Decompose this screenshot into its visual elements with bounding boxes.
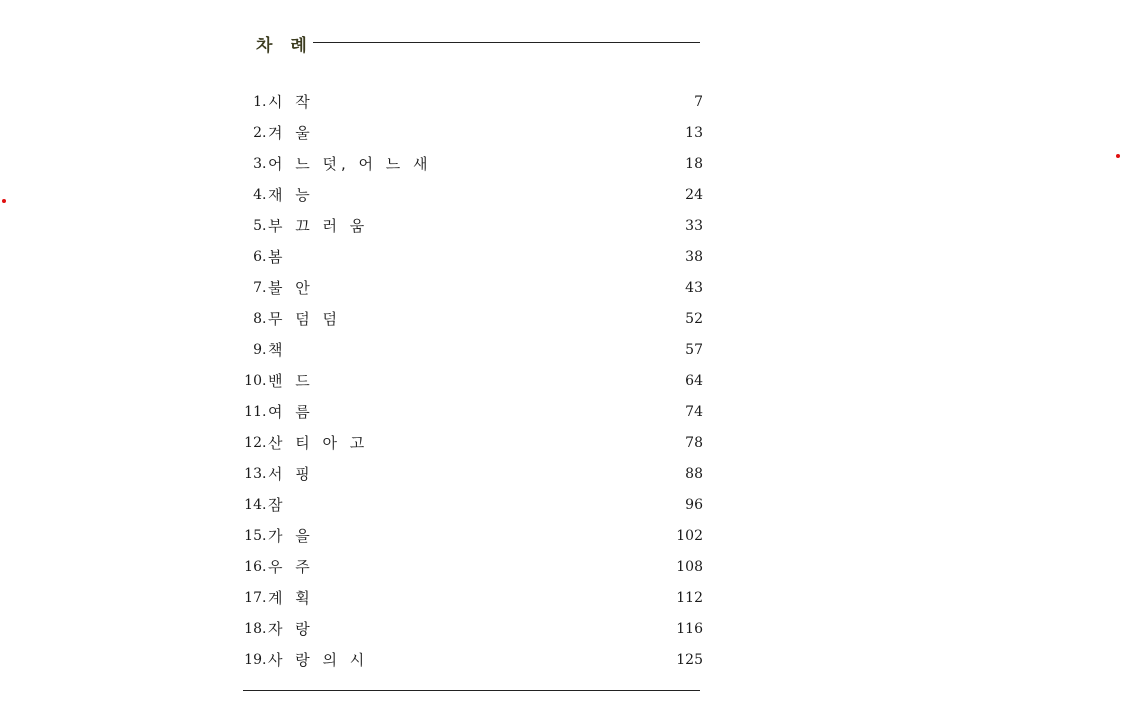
toc-entry-number-dot: . <box>262 528 267 544</box>
toc-entry-title: 부 끄 러 움 <box>268 217 369 235</box>
toc-entry-title: 자 랑 <box>268 620 314 638</box>
toc-entry-number: 6 <box>253 249 262 265</box>
toc-entry-page-number: 33 <box>685 218 703 234</box>
toc-entry-number-dot: . <box>262 187 267 203</box>
toc-entry-page-number: 78 <box>685 435 703 451</box>
toc-entry-number-dot: . <box>262 311 267 327</box>
toc-entry-title: 여 름 <box>268 403 314 421</box>
toc-entry-title: 사 랑 의 시 <box>268 651 369 669</box>
toc-entry[interactable] <box>238 273 703 304</box>
toc-entry-page-number: 43 <box>685 280 703 296</box>
toc-entry-number: 10 <box>244 373 262 389</box>
toc-entry-page-number: 64 <box>685 373 703 389</box>
toc-entry-title: 재 능 <box>268 186 314 204</box>
toc-entry-title: 우 주 <box>268 558 314 576</box>
toc-entry-number: 15 <box>244 528 262 544</box>
toc-entry-title: 무 덤 덤 <box>268 310 342 328</box>
toc-entry-title: 밴 드 <box>268 372 314 390</box>
toc-entry-title: 잠 <box>268 496 287 514</box>
toc-entry[interactable] <box>238 490 703 521</box>
toc-entry-number-dot: . <box>262 125 267 141</box>
toc-entry-number: 11 <box>244 404 262 420</box>
toc-entry-number: 13 <box>244 466 262 482</box>
toc-entry-title: 봄 <box>268 248 287 266</box>
toc-entry[interactable] <box>238 645 703 676</box>
toc-entry[interactable] <box>238 149 703 180</box>
toc-entry-number-dot: . <box>262 373 267 389</box>
red-dot-mark-left <box>2 199 6 203</box>
toc-entry-number-dot: . <box>262 156 267 172</box>
toc-entry-number: 17 <box>244 590 262 606</box>
toc-entry-page-number: 24 <box>685 187 703 203</box>
toc-entry-number-dot: . <box>262 249 267 265</box>
toc-entry-page-number: 38 <box>685 249 703 265</box>
toc-entry-page-number: 57 <box>685 342 703 358</box>
toc-entry-title: 가 을 <box>268 527 314 545</box>
toc-entry-title: 서 핑 <box>268 465 314 483</box>
toc-entry-number: 5 <box>253 218 262 234</box>
toc-entry[interactable] <box>238 521 703 552</box>
toc-entry-number-dot: . <box>262 466 267 482</box>
toc-entry-number-dot: . <box>262 94 267 110</box>
toc-entry[interactable] <box>238 304 703 335</box>
toc-entry[interactable] <box>238 180 703 211</box>
page-title: 차 례 <box>256 35 313 56</box>
toc-entry[interactable] <box>238 242 703 273</box>
toc-entry-page-number: 125 <box>676 652 703 668</box>
toc-entry-page-number: 112 <box>676 590 703 606</box>
toc-entry[interactable] <box>238 211 703 242</box>
toc-entry[interactable] <box>238 614 703 645</box>
bottom-rule <box>243 690 700 691</box>
toc-entry-title: 시 작 <box>268 93 314 111</box>
toc-entry-number-dot: . <box>262 218 267 234</box>
toc-entry-number: 9 <box>253 342 262 358</box>
toc-entry[interactable] <box>238 428 703 459</box>
toc-entry[interactable] <box>238 87 703 118</box>
toc-entry[interactable] <box>238 552 703 583</box>
toc-entry-page-number: 52 <box>685 311 703 327</box>
toc-entry-number: 3 <box>253 156 262 172</box>
toc-entry-number-dot: . <box>262 590 267 606</box>
red-dot-mark-right <box>1116 154 1120 158</box>
toc-entry-title: 산 티 아 고 <box>268 434 369 452</box>
toc-entry-page-number: 96 <box>685 497 703 513</box>
toc-entry-number-dot: . <box>262 404 267 420</box>
toc-entry-number: 19 <box>244 652 262 668</box>
toc-entry-page-number: 88 <box>685 466 703 482</box>
toc-list <box>238 87 703 676</box>
toc-entry-number-dot: . <box>262 342 267 358</box>
toc-entry-title: 불 안 <box>268 279 314 297</box>
toc-entry[interactable] <box>238 335 703 366</box>
toc-entry-number: 18 <box>244 621 262 637</box>
toc-entry-number: 2 <box>253 125 262 141</box>
toc-entry-title: 책 <box>268 341 287 359</box>
toc-entry[interactable] <box>238 459 703 490</box>
toc-entry-page-number: 74 <box>685 404 703 420</box>
toc-entry-number: 7 <box>253 280 262 296</box>
toc-entry[interactable] <box>238 118 703 149</box>
toc-entry-title: 겨 울 <box>268 124 314 142</box>
toc-entry-number: 12 <box>244 435 262 451</box>
toc-entry[interactable] <box>238 366 703 397</box>
toc-entry-number: 14 <box>244 497 262 513</box>
toc-entry-number: 1 <box>253 94 262 110</box>
toc-entry-number-dot: . <box>262 559 267 575</box>
toc-entry-page-number: 18 <box>685 156 703 172</box>
toc-entry-number-dot: . <box>262 621 267 637</box>
toc-entry-page-number: 7 <box>694 94 703 110</box>
toc-entry-number: 4 <box>253 187 262 203</box>
toc-entry-number: 16 <box>244 559 262 575</box>
toc-entry-number-dot: . <box>262 652 267 668</box>
toc-entry-number-dot: . <box>262 280 267 296</box>
toc-header <box>256 30 700 56</box>
toc-entry-title: 어 느 덧, 어 느 새 <box>268 155 432 173</box>
toc-entry-title: 계 획 <box>268 589 314 607</box>
toc-entry-page-number: 102 <box>676 528 703 544</box>
toc-entry-page-number: 116 <box>676 621 703 637</box>
toc-entry-number: 8 <box>253 311 262 327</box>
toc-entry[interactable] <box>238 583 703 614</box>
toc-entry-number-dot: . <box>262 497 267 513</box>
toc-entry-page-number: 108 <box>676 559 703 575</box>
toc-entry-number-dot: . <box>262 435 267 451</box>
toc-entry-page-number: 13 <box>685 125 703 141</box>
toc-entry[interactable] <box>238 397 703 428</box>
header-rule <box>313 42 700 43</box>
